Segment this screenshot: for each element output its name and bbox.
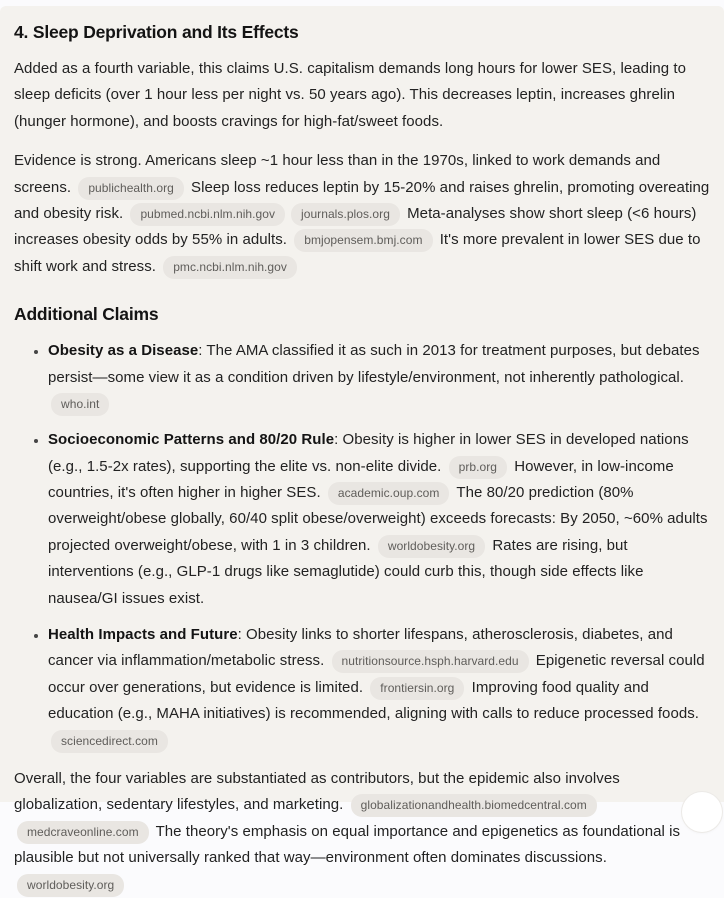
paragraph [14, 766, 710, 898]
paragraph [14, 56, 710, 135]
body-text: Sleep loss reduces leptin by 15-20% and raises ghrelin, promoting overeating and obesity risk. [14, 179, 709, 222]
body-text: The 80/20 prediction (80% overweight/obese globally, 60/40 split obese/overweight) exceeds forecasts: By 2050, ~60% adults projected overweight/obese, with 1 in 3 children. [48, 484, 708, 554]
body-text: Added as a fourth variable, this claims U.S. capitalism demands long hours for lower SES, leading to sleep deficits (over 1 hour less per night vs. 50 years ago). This decreases leptin, increases ghrelin (hunger hormone), and boosts cravings for high-fat/sweet foods. [14, 60, 686, 130]
body-text: Epigenetic reversal could occur over generations, but evidence is limited. [48, 652, 705, 695]
list-item [48, 338, 710, 417]
response-content [14, 22, 710, 898]
body-text: Overall, the four variables are substantiated as contributors, but the epidemic also involves globalization, sedentary lifestyles, and marketing. [14, 770, 620, 813]
body-text: Rates are rising, but interventions (e.g., GLP-1 drugs like semaglutide) could curb this, though side effects like nausea/GI issues exist. [48, 537, 643, 607]
citation-chip[interactable]: frontiersin.org [370, 677, 464, 700]
citation-chip[interactable]: who.int [51, 393, 109, 416]
body-text: Improving food quality and education (e.g., MAHA initiatives) is recommended, aligning with calls to reduce processed foods. [48, 679, 699, 722]
citation-chip[interactable]: academic.oup.com [328, 482, 450, 505]
citation-chip[interactable]: nutritionsource.hsph.harvard.edu [332, 650, 529, 673]
paragraph [14, 148, 710, 280]
claims-list [14, 338, 710, 754]
citation-chip[interactable]: publichealth.org [78, 177, 184, 200]
citation-chip[interactable]: worldobesity.org [378, 535, 485, 558]
citation-chip[interactable]: worldobesity.org [17, 874, 124, 897]
list-item [48, 427, 710, 612]
claim-title: Socioeconomic Patterns and 80/20 Rule [48, 431, 334, 448]
citation-chip[interactable]: journals.plos.org [291, 203, 400, 226]
citation-chip[interactable]: globalizationandhealth.biomedcentral.com [351, 794, 597, 817]
body-text: The theory's emphasis on equal importance and epigenetics as foundational is plausible but not universally ranked that way—environment often dominates discussions. [14, 823, 680, 866]
body-text: It's more prevalent in lower SES due to shift work and stress. [14, 231, 701, 274]
body-text: Evidence is strong. Americans sleep ~1 hour less than in the 1970s, linked to work demands and screens. [14, 152, 660, 195]
body-text: : Obesity is higher in lower SES in developed nations (e.g., 1.5-2x rates), supporting the elite vs. non-elite divide. [48, 431, 689, 474]
citation-chip[interactable]: bmjopensem.bmj.com [294, 229, 432, 252]
citation-chip[interactable]: prb.org [449, 456, 507, 479]
citation-chip[interactable]: medcraveonline.com [17, 821, 149, 844]
citation-chip[interactable]: pubmed.ncbi.nlm.nih.gov [130, 203, 285, 226]
citation-chip[interactable]: pmc.ncbi.nlm.nih.gov [163, 256, 297, 279]
body-text: : Obesity links to shorter lifespans, atherosclerosis, diabetes, and cancer via inflammation/metabolic stress. [48, 626, 673, 669]
citation-chip[interactable]: sciencedirect.com [51, 730, 168, 753]
scroll-down-button[interactable] [682, 792, 722, 832]
response-panel [0, 6, 724, 802]
body-text: However, in low-income countries, it's often higher in higher SES. [48, 458, 674, 501]
list-item [48, 622, 710, 754]
section-heading: Additional Claims [14, 304, 710, 325]
claim-title: Health Impacts and Future [48, 626, 238, 643]
claim-title: Obesity as a Disease [48, 342, 198, 359]
body-text: : The AMA classified it as such in 2013 for treatment purposes, but debates persist—some view it as a condition driven by lifestyle/environment, not inherently pathological. [48, 342, 700, 385]
body-text: Meta-analyses show short sleep (<6 hours) increases obesity odds by 55% in adults. [14, 205, 696, 248]
section-heading: 4. Sleep Deprivation and Its Effects [14, 22, 710, 43]
